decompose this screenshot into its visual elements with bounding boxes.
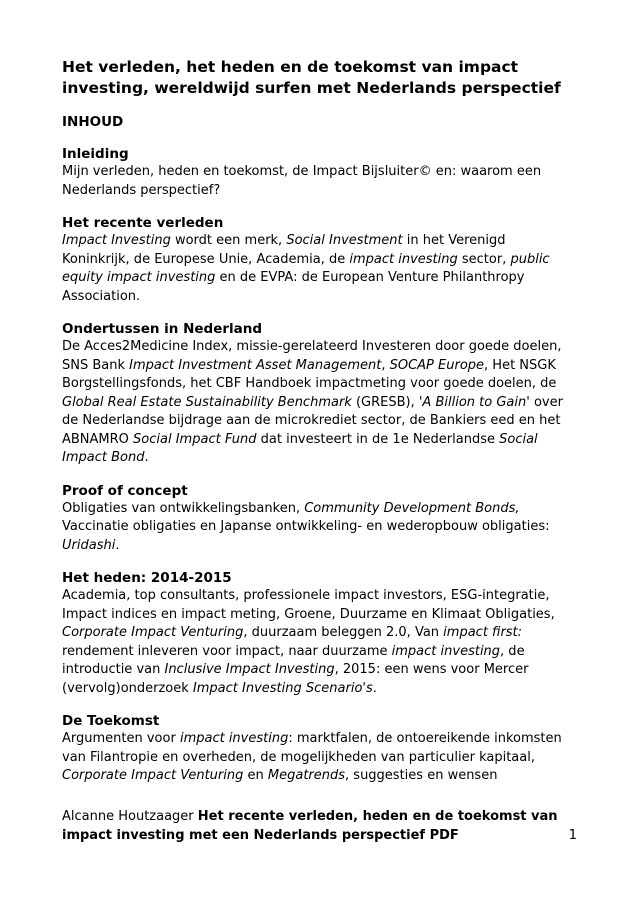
italic-term: Impact Bond bbox=[62, 450, 145, 465]
text-run: ABNAMRO bbox=[62, 431, 134, 447]
italic-term: Impact Investing Scenario's bbox=[192, 680, 373, 696]
text-run: . bbox=[144, 450, 149, 465]
italic-term: Corporate Impact Venturing bbox=[62, 768, 244, 783]
text-line bbox=[62, 357, 570, 376]
text-run: . bbox=[115, 537, 120, 553]
document-page bbox=[62, 57, 570, 786]
italic-term: Corporate Impact Venturing bbox=[62, 625, 244, 640]
section-heading: Ondertussen in Nederland bbox=[62, 321, 263, 337]
section-description bbox=[62, 587, 570, 698]
footer-line-1 bbox=[62, 808, 577, 827]
text-run: de Nederlandse bijdrage aan de microkrediet sector, de Bankiers eed en het bbox=[62, 413, 561, 428]
section-heading: Proof of concept bbox=[62, 482, 188, 499]
text-run: van Filantropie en overheden, de mogelijkheden van particulier kapitaal, bbox=[62, 749, 535, 765]
text-line bbox=[62, 587, 570, 606]
text-run: , duurzaam beleggen 2.0, Van bbox=[243, 625, 444, 640]
text-line bbox=[62, 182, 570, 201]
text-run: dat investeert in de 1e Nederlandse bbox=[256, 431, 500, 447]
italic-term: Social bbox=[499, 431, 538, 447]
text-line bbox=[62, 232, 570, 251]
text-line bbox=[62, 537, 570, 556]
text-run: Academia, top consultants, professionele impact investors, ESG-integratie, bbox=[62, 588, 550, 603]
footer-title-part-2: impact investing met een Nederlands perspectief PDF bbox=[62, 827, 459, 843]
text-run: . bbox=[372, 680, 377, 696]
text-line bbox=[62, 680, 570, 699]
italic-term: 'A Billion to Gain' bbox=[418, 394, 530, 410]
section-heading: Het recente verleden bbox=[62, 215, 224, 231]
contents-section bbox=[62, 320, 570, 468]
text-line bbox=[62, 288, 570, 307]
contents-heading: INHOUD bbox=[62, 114, 124, 130]
text-run: wordt een merk, bbox=[170, 233, 287, 248]
contents-section bbox=[62, 145, 570, 200]
italic-term: Megatrends bbox=[267, 768, 346, 783]
text-run: , suggesties en wensen bbox=[345, 768, 498, 783]
text-run: : marktfalen, de ontoereikende inkomsten bbox=[288, 731, 562, 746]
text-run: SNS Bank bbox=[62, 357, 130, 373]
text-run: , 2015: een wens voor Mercer bbox=[334, 662, 529, 677]
text-line bbox=[62, 338, 570, 357]
italic-term: equity impact investing bbox=[62, 270, 216, 285]
text-run: Impact indices en impact meting, Groene, Duurzame en Klimaat Obligaties, bbox=[62, 606, 555, 622]
italic-term: Social Impact Fund bbox=[133, 431, 257, 447]
text-run: over bbox=[529, 394, 563, 410]
footer-title-part-1: Het recente verleden, heden en de toekomst van bbox=[197, 809, 558, 824]
text-line bbox=[62, 375, 570, 394]
text-run: Argumenten voor bbox=[62, 731, 180, 746]
italic-term: impact investing bbox=[349, 251, 458, 267]
text-run: Koninkrijk, de Europese Unie, Academia, de bbox=[62, 251, 350, 267]
text-run: rendement inleveren voor impact, naar duurzame bbox=[62, 643, 392, 659]
text-line bbox=[62, 749, 570, 768]
italic-term: impact investing bbox=[179, 731, 289, 746]
italic-term: Impact Investing bbox=[62, 233, 171, 248]
text-line bbox=[62, 500, 570, 519]
text-run: (GRESB), bbox=[351, 394, 419, 410]
text-run: , bbox=[381, 357, 390, 373]
text-run: in het Verenigd bbox=[402, 233, 506, 248]
text-line bbox=[62, 251, 570, 270]
text-line bbox=[62, 449, 570, 468]
text-line bbox=[62, 412, 570, 431]
text-run: , Het NSGK bbox=[484, 357, 556, 373]
section-heading: De Toekomst bbox=[62, 713, 160, 729]
section-heading: Het heden: 2014-2015 bbox=[62, 570, 232, 586]
text-run: , de bbox=[500, 643, 525, 659]
section-description bbox=[62, 338, 570, 468]
italic-term: impact investing bbox=[391, 643, 501, 659]
contents-section bbox=[62, 569, 570, 698]
text-line bbox=[62, 661, 570, 680]
text-line bbox=[62, 643, 570, 662]
text-run: Borgstellingsfonds, het CBF Handboek impactmeting voor goede doelen, de bbox=[62, 376, 557, 391]
text-run: sector, bbox=[457, 251, 511, 267]
text-run: Nederlands perspectief? bbox=[62, 182, 221, 198]
table-of-contents bbox=[62, 145, 570, 786]
text-line bbox=[62, 624, 570, 643]
italic-term: Inclusive Impact Investing bbox=[164, 662, 335, 677]
text-run: en de EVPA: de European Venture Philanthropy bbox=[215, 270, 525, 285]
section-heading: Inleiding bbox=[62, 146, 129, 162]
text-line bbox=[62, 394, 570, 413]
document-title bbox=[62, 57, 570, 99]
footer-author: Alcanne Houtzaager bbox=[62, 809, 194, 824]
section-description bbox=[62, 500, 570, 556]
text-run: en bbox=[243, 768, 268, 783]
title-line: investing, wereldwijd surfen met Nederlands perspectief bbox=[62, 79, 561, 97]
italic-term: SOCAP Europe bbox=[389, 357, 485, 373]
contents-section bbox=[62, 214, 570, 306]
text-run: Association. bbox=[62, 288, 141, 304]
page-footer bbox=[62, 808, 577, 845]
text-line bbox=[62, 269, 570, 288]
contents-section bbox=[62, 482, 570, 556]
section-description bbox=[62, 730, 570, 786]
text-line bbox=[62, 518, 570, 537]
text-run: introductie van bbox=[62, 662, 165, 677]
footer-line-2 bbox=[62, 827, 577, 846]
italic-term: Global Real Estate Sustainability Benchmark bbox=[62, 394, 352, 410]
text-run: (vervolg)onderzoek bbox=[62, 680, 193, 696]
text-run: De Acces2Medicine Index, missie-gerelateerd Investeren door goede doelen, bbox=[62, 339, 562, 354]
italic-term: Uridashi bbox=[62, 537, 116, 553]
text-line bbox=[62, 431, 570, 450]
section-description bbox=[62, 163, 570, 200]
italic-term: Impact Investment Asset Management bbox=[129, 357, 382, 373]
text-run: Mijn verleden, heden en toekomst, de Impact Bijsluiter© en: waarom een bbox=[62, 164, 542, 179]
contents-section bbox=[62, 712, 570, 786]
italic-term: Community Development Bonds, bbox=[304, 500, 520, 516]
italic-term: Social Investment bbox=[286, 233, 403, 248]
italic-term: public bbox=[510, 251, 550, 267]
text-run: Vaccinatie obligaties en Japanse ontwikkeling- en wederopbouw obligaties: bbox=[62, 519, 550, 534]
text-line bbox=[62, 767, 570, 786]
italic-term: impact first: bbox=[443, 625, 523, 640]
text-line bbox=[62, 163, 570, 182]
text-line bbox=[62, 606, 570, 625]
section-description bbox=[62, 232, 570, 306]
text-line bbox=[62, 730, 570, 749]
page-number: 1 bbox=[568, 827, 577, 843]
text-run: Obligaties van ontwikkelingsbanken, bbox=[62, 500, 305, 516]
title-line: Het verleden, het heden en de toekomst van impact bbox=[62, 58, 519, 76]
